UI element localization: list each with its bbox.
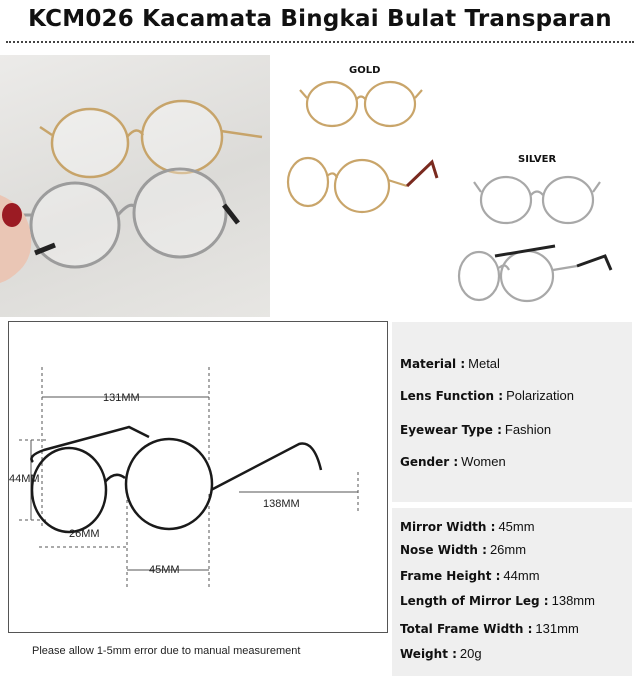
hand-illustration [0,195,31,283]
spec-row-lens-function [400,388,574,403]
measurement-diagram [8,321,388,633]
spec-label: Lens Function : [400,389,504,403]
spec-row-total-width [400,621,579,636]
spec-value: Metal [468,356,500,371]
spec-value: 131mm [535,621,579,636]
spec-label: Nose Width : [400,543,487,557]
variant-label-silver: SILVER [518,154,557,165]
spec-value: Polarization [506,388,574,403]
spec-value: 138mm [551,593,595,608]
spec-value: Fashion [504,422,552,437]
spec-row-material [400,356,500,371]
silver-frame-front-image [470,170,605,226]
spec-box-general [392,322,632,502]
spec-label: Length of Mirror Leg : [400,594,549,608]
gold-frame-side-image [282,150,442,215]
spec-label: Material : [400,357,466,371]
dim-height: 44MM [9,473,40,485]
dim-nose-width: 26MM [69,528,100,540]
spec-value: 44mm [503,568,540,583]
spec-label: Total Frame Width : [400,622,533,636]
dim-lens-width: 45MM [149,564,180,576]
spec-row-nose-width [400,542,526,557]
title-divider [6,41,634,43]
variant-label-gold: GOLD [349,65,381,76]
spec-label: Eyewear Type : [400,423,502,437]
spec-label: Frame Height : [400,569,501,583]
spec-box-dimensions [392,508,632,676]
spec-row-mirror-width [400,519,535,534]
dim-leg-length: 138MM [263,498,300,510]
spec-label: Weight : [400,647,457,661]
dim-total-width: 131MM [103,392,140,404]
spec-label: Mirror Width : [400,520,496,534]
silver-glasses-illustration [20,169,238,267]
silver-frame-side-image [455,240,615,306]
spec-row-gender [400,454,506,469]
spec-row-frame-height [400,568,540,583]
gold-glasses-illustration [40,101,262,177]
diagram-glasses-illustration [31,427,321,532]
spec-row-weight [400,646,482,661]
spec-row-eyewear-type [400,422,551,437]
spec-label: Gender : [400,455,459,469]
measurement-note: Please allow 1-5mm error due to manual measurement [32,645,301,657]
spec-value: Women [461,454,506,469]
gold-frame-front-image [296,78,426,130]
page-title: KCM026 Kacamata Bingkai Bulat Transparan [28,6,612,32]
product-photo [0,55,270,317]
spec-value: 20g [459,646,482,661]
spec-value: 45mm [498,519,535,534]
spec-value: 26mm [489,542,527,557]
spec-row-leg-length [400,593,595,608]
